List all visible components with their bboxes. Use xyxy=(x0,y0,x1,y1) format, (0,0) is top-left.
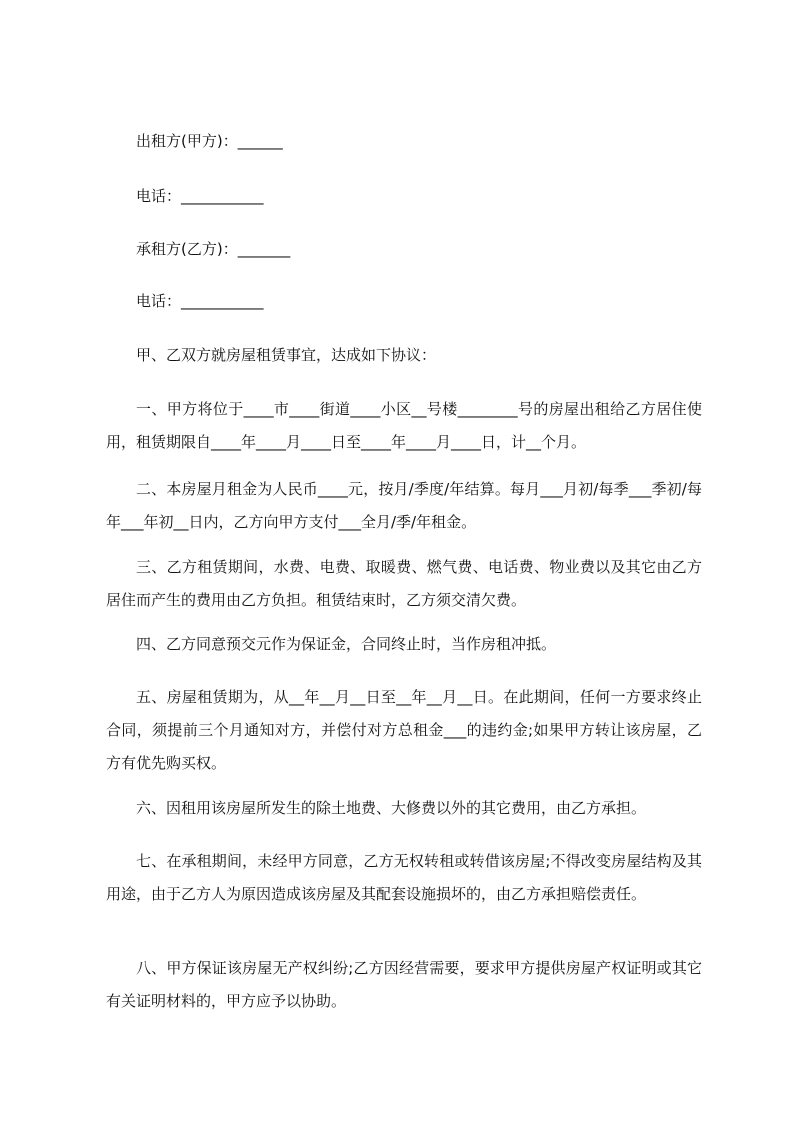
clause-7: 七、在承租期间，未经甲方同意，乙方无权转租或转借该房屋;不得改变房屋结构及其用途，由于乙方人为原因造成该房屋及其配套设施损坏的，由乙方承担赔偿责任。 xyxy=(106,852,702,903)
clause-8: 八、甲方保证该房屋无产权纠纷;乙方因经营需要，要求甲方提供房屋产权证明或其它有关证明材料的，甲方应予以协助。 xyxy=(106,959,702,1010)
clause-4: 四、乙方同意预交元作为保证金，合同终止时，当作房租冲抵。 xyxy=(136,635,557,653)
clause-1: 一、甲方将位于____市____街道____小区__号楼________号的房屋出租给乙方居住使用，租赁期限自____年____月____日至____年____月____日，计__个月。 xyxy=(106,400,702,451)
clause-3: 三、乙方租赁期间，水费、电费、取暖费、燃气费、电话费、物业费以及其它由乙方居住而产生的费用由乙方负担。租赁结束时，乙方须交清欠费。 xyxy=(106,558,702,609)
intro-text: 甲、乙双方就房屋租赁事宜，达成如下协议： xyxy=(136,346,437,364)
clause-2: 二、本房屋月租金为人民币____元，按月/季度/年结算。每月___月初/每季___季初/每年___年初__日内，乙方向甲方支付___全月/季/年租金。 xyxy=(106,480,702,531)
lessee-field: 承租方(乙方)：_______ xyxy=(136,240,291,258)
lessor-field: 出租方(甲方)：______ xyxy=(136,132,283,150)
lessor-phone-field: 电话：___________ xyxy=(136,187,264,205)
clause-5: 五、房屋租赁期为，从__年__月__日至__年__月__日。在此期间，任何一方要求终止合同，须提前三个月通知对方，并偿付对方总租金___的违约金;如果甲方转让该房屋，乙方有优先购买权。 xyxy=(106,688,702,772)
clause-6: 六、因租用该房屋所发生的除土地费、大修费以外的其它费用，由乙方承担。 xyxy=(136,799,647,817)
lessee-phone-field: 电话：___________ xyxy=(136,292,264,310)
